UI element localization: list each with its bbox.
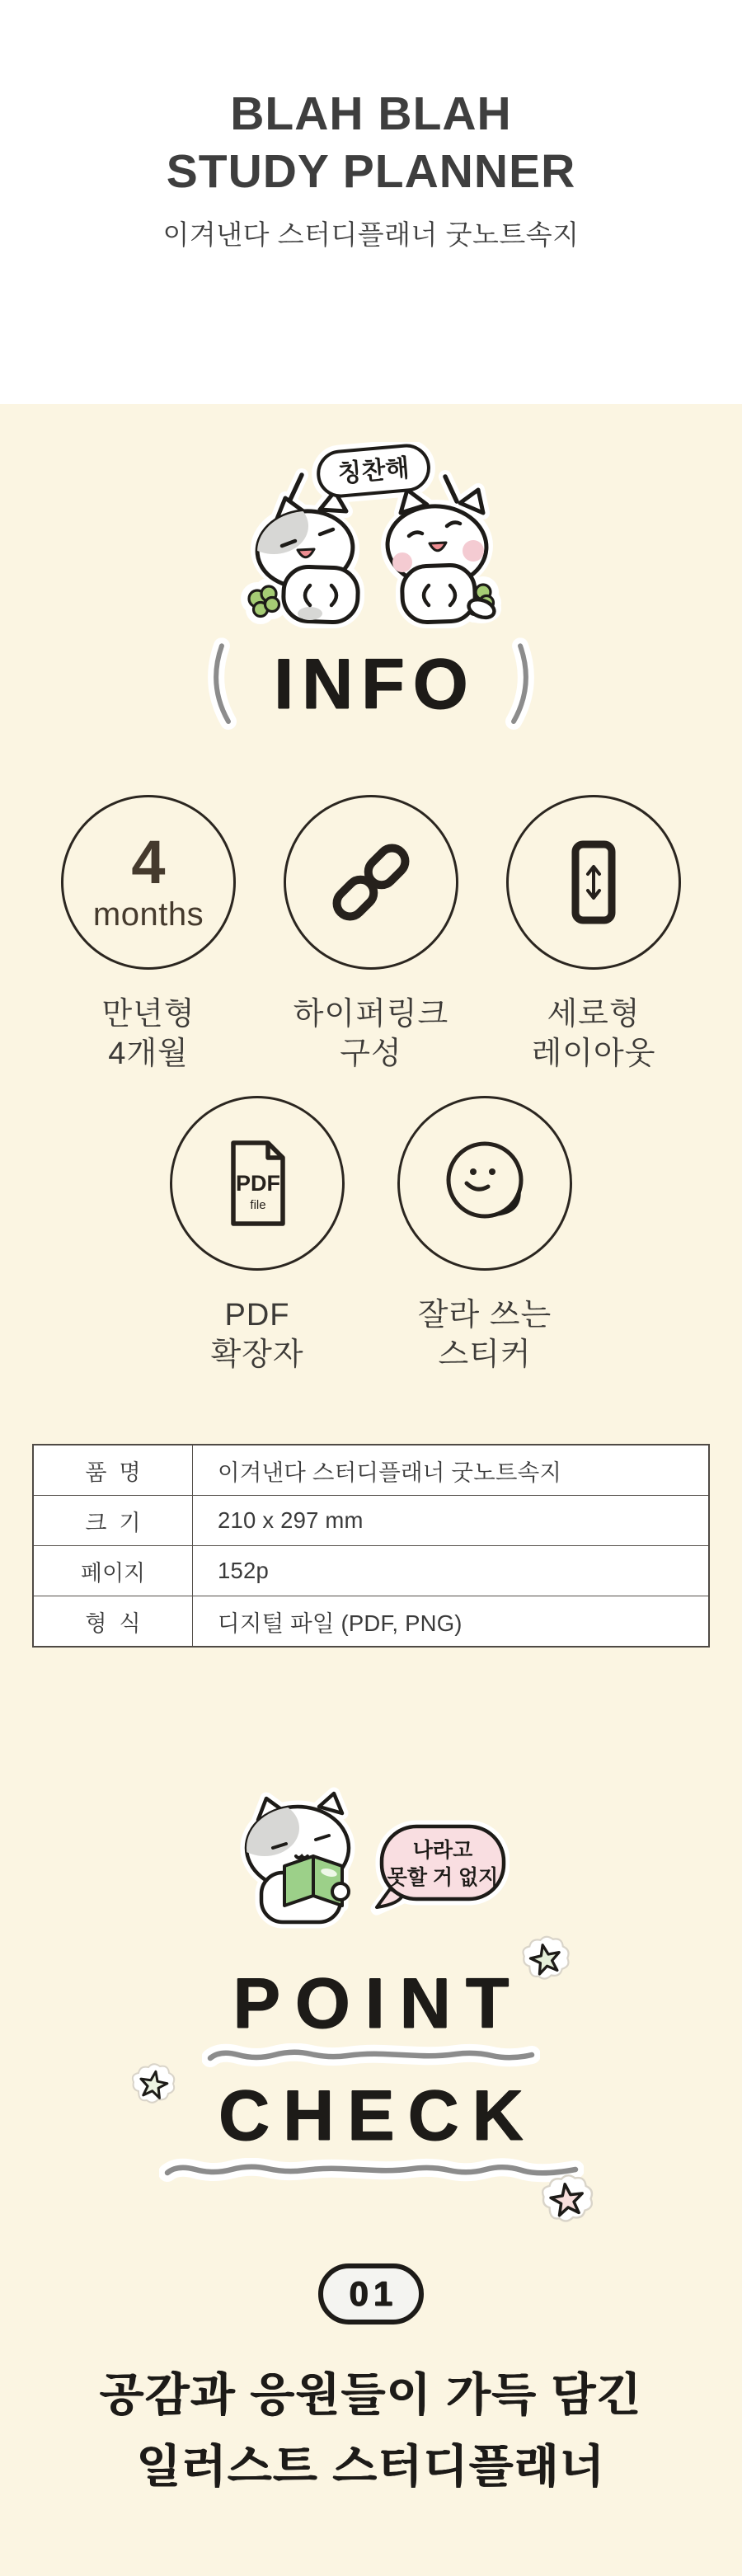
spec-value: 디지털 파일 (PDF, PNG) [193, 1596, 710, 1648]
sparkle-star-icon [127, 2060, 180, 2113]
feature-4-months [61, 795, 236, 1074]
pdf-doc-title: PDF [236, 1170, 280, 1196]
feature-circle-sticker [397, 1096, 572, 1271]
hyperlink-chain-icon [317, 829, 425, 936]
praise-speech-bubble [317, 444, 430, 497]
table-row-product-name [33, 1445, 709, 1496]
spec-value: 210 x 297 mm [193, 1496, 710, 1546]
feature-label: 세로형 레이아웃 [531, 997, 656, 1072]
feature-label: 하이퍼링크 구성 [293, 997, 449, 1072]
spec-label: 품 명 [33, 1445, 193, 1496]
spec-value: 152p [193, 1546, 710, 1596]
table-row-format [33, 1596, 709, 1648]
encourage-speech-bubble [377, 1826, 504, 1907]
check-heading: CHECK [218, 2076, 537, 2156]
pdf-doc-subtitle: file [250, 1197, 266, 1212]
spec-label: 형 식 [33, 1596, 193, 1648]
feature-portrait-layout [506, 795, 681, 1074]
feature-label: PDF 확장자 [210, 1297, 304, 1372]
pdf-document-icon [204, 1130, 311, 1237]
feature-pdf [170, 1096, 345, 1375]
feature-circle-pdf [170, 1096, 345, 1271]
page-subtitle: 이겨낸다 스터디플래너 굿노트속지 [162, 219, 580, 251]
header-section [0, 0, 742, 404]
table-row-size [33, 1496, 709, 1546]
title-line-2: STUDY PLANNER [166, 144, 576, 198]
point-number-badge: 01 [318, 2263, 424, 2325]
spec-table [32, 1444, 710, 1648]
bubble-text-line-1: 나라고 [412, 1839, 472, 1862]
point-heading: POINT [232, 1964, 524, 2043]
feature-row-1 [0, 795, 742, 1074]
right-cat-illustration [385, 490, 497, 623]
table-row-pages [33, 1546, 709, 1596]
portrait-phone-icon [544, 833, 643, 932]
feature-label: 잘라 쓰는 스티커 [417, 1297, 552, 1372]
wavy-underline-sticker [159, 2158, 584, 2183]
description-line-2: 일러스트 스터디플래너 [136, 2440, 606, 2492]
praise-bubble-text: 칭찬해 [336, 454, 411, 488]
feature-row-2 [0, 1096, 742, 1375]
feature-label: 만년형 4개월 [101, 997, 195, 1072]
spec-label: 크 기 [33, 1496, 193, 1546]
title-line-1: BLAH BLAH [230, 87, 512, 140]
sparkle-star-icon [517, 1932, 575, 1990]
bubble-text-line-2: 못할 거 없지 [387, 1866, 498, 1889]
peel-sticker-icon [427, 1126, 542, 1241]
reading-cat-sticker-illustration [233, 1784, 510, 1936]
spec-label: 페이지 [33, 1546, 193, 1596]
feature-sticker [397, 1096, 572, 1375]
info-title: INFO [274, 645, 477, 724]
months-word: months [92, 895, 204, 933]
paren-right-icon [502, 637, 548, 732]
info-heading [0, 642, 742, 727]
feature-circle-4-months [61, 795, 236, 970]
paren-left-icon [194, 637, 240, 732]
page-title [0, 86, 742, 200]
feature-circle-hyperlink [284, 795, 458, 970]
feature-hyperlink [284, 795, 458, 1074]
months-number: 4 [131, 827, 166, 896]
wavy-underline-sticker [202, 2043, 540, 2068]
spec-value: 이겨낸다 스터디플래너 굿노트속지 [193, 1445, 710, 1496]
feature-circle-portrait [506, 795, 681, 970]
point-description [0, 2359, 742, 2503]
product-info-body [0, 442, 742, 2576]
sparkle-star-icon [536, 2170, 599, 2233]
praise-cats-sticker-illustration [239, 442, 503, 638]
description-line-1: 공감과 응원들이 가득 담긴 [99, 2368, 643, 2420]
